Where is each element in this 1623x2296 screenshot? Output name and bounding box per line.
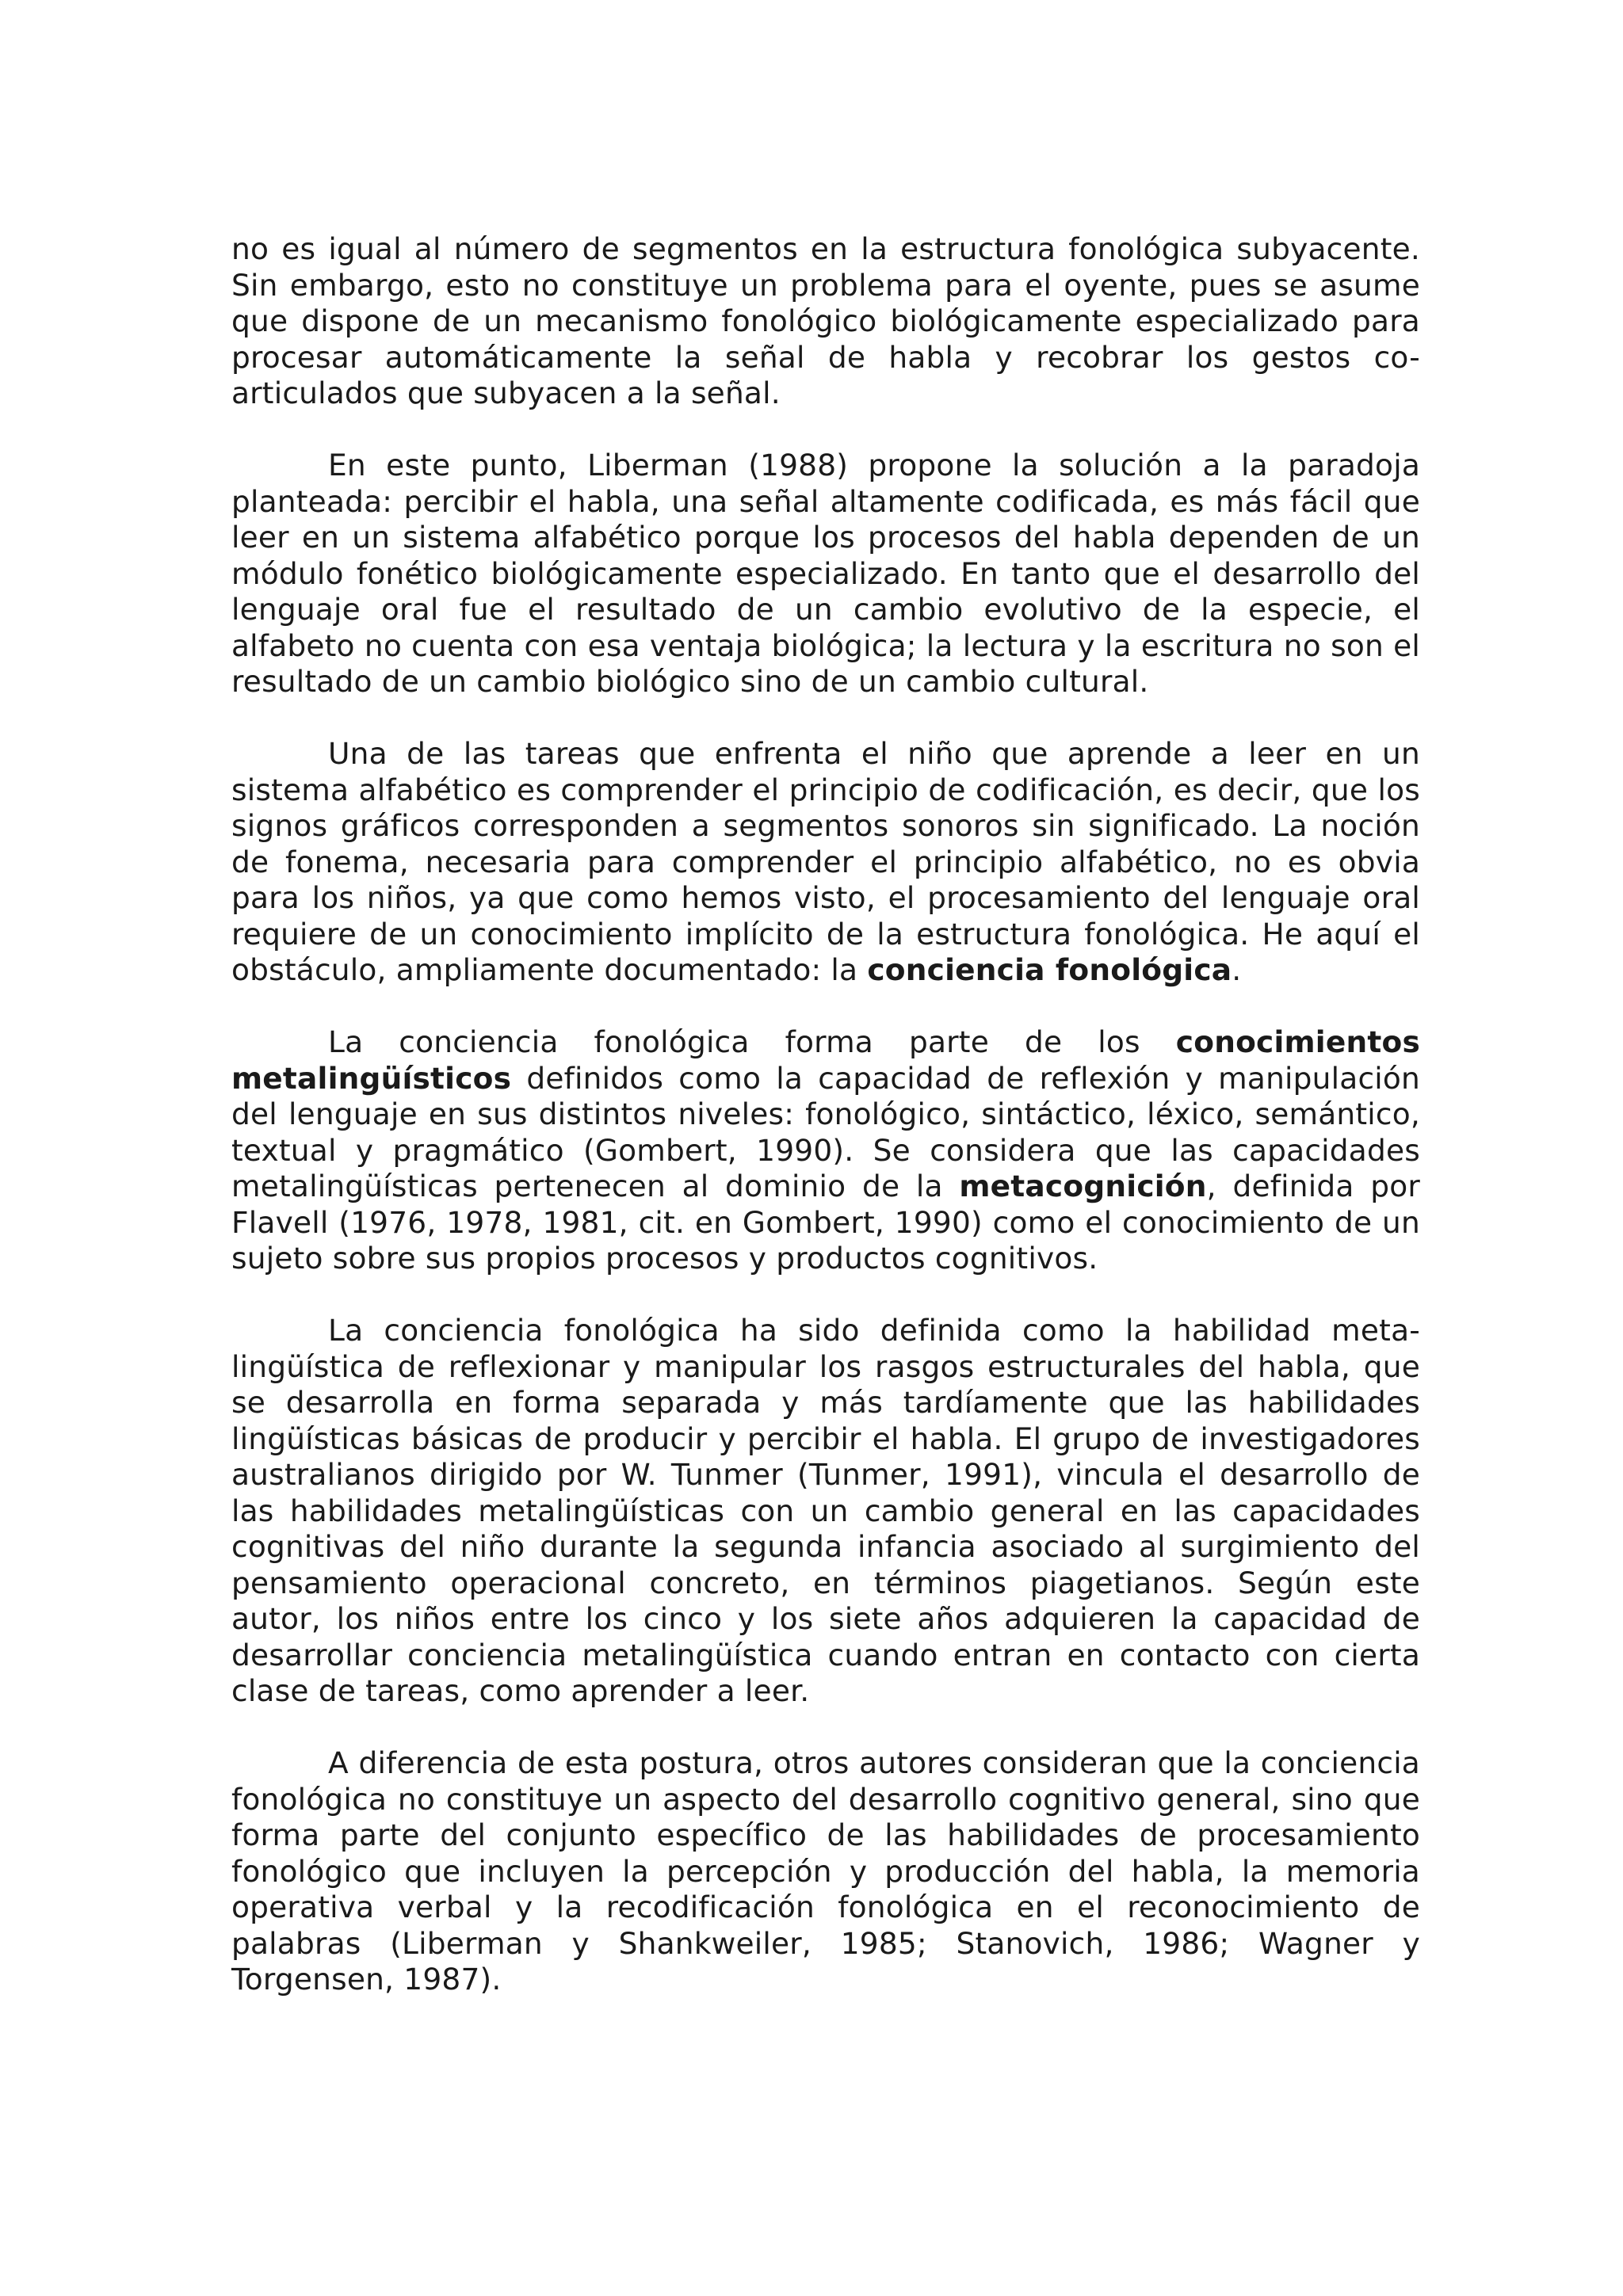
paragraph-text: no es igual al número de segmentos en la estructura fonológica subyacente. Sin embargo, esto no constituye un problema para el oyente, pues se asume que dispone de un mecanismo fonológico biológicamente especializado para procesar automáticamente la señal de habla y recobrar los gestos co-articulados que subyacen a la señal. [231, 231, 1420, 410]
paragraph-1 [231, 231, 1420, 412]
bold-term-metacognicion: metacognición [959, 1169, 1207, 1203]
paragraph-text: . [1232, 952, 1242, 987]
document-page [231, 231, 1420, 1998]
bold-term-conocimientos-metalinguisticos: conocimientos metalingüísticos [231, 1024, 1420, 1096]
paragraph-5 [231, 1313, 1420, 1710]
paragraph-text: A diferencia de esta postura, otros autores consideran que la conciencia fonológica no constituye un aspecto del desarrollo cognitivo general, sino que forma parte del conjunto específico de las habilidades de procesamiento fonológico que incluyen la percepción y producción del habla, la memoria operativa verbal y la recodificación fonológica en el reconocimiento de palabras (Liberman y Shankweiler, 1985; Stanovich, 1986; Wagner y Torgensen, 1987). [231, 1745, 1420, 1997]
paragraph-text: La conciencia fonológica forma parte de los [328, 1024, 1176, 1059]
bold-term-conciencia-fonologica: conciencia fonológica [867, 952, 1232, 987]
paragraph-text: , definida por Flavell (1976, 1978, 1981, cit. en Gombert, 1990) como el conocimiento de un sujeto sobre sus propios procesos y productos cognitivos. [231, 1169, 1420, 1276]
paragraph-3 [231, 736, 1420, 989]
paragraph-text: La conciencia fonológica ha sido definida como la habilidad meta-lingüística de reflexionar y manipular los rasgos estructurales del habla, que se desarrolla en forma separada y más tardíamente que las habilidades lingüísticas básicas de producir y percibir el habla. El grupo de investigadores australianos dirigido por W. Tunmer (Tunmer, 1991), vincula el desarrollo de las habilidades metalingüísticas con un cambio general en las capacidades cognitivas del niño durante la segunda infancia asociado al surgimiento del pensamiento operacional concreto, en términos piagetianos. Según este autor, los niños entre los cinco y los siete años adquieren la capacidad de desarrollar conciencia metalingüística cuando entran en contacto con cierta clase de tareas, como aprender a leer. [231, 1313, 1420, 1708]
paragraph-text: definidos como la capacidad de reflexión y manipulación del lenguaje en sus distintos niveles: fonológico, sintáctico, léxico, semántico, textual y pragmático (Gombert, 1990). Se considera que las capacidades metalingüísticas pertenecen al dominio de la [231, 1060, 1420, 1203]
paragraph-text: Una de las tareas que enfrenta el niño que aprende a leer en un sistema alfabético es comprender el principio de codificación, es decir, que los signos gráficos corresponden a segmentos sonoros sin significado. La noción de fonema, necesaria para comprender el principio alfabético, no es obvia para los niños, ya que como hemos visto, el procesamiento del lenguaje oral requiere de un conocimiento implícito de la estructura fonológica. He aquí el obstáculo, ampliamente documentado: la [231, 736, 1420, 987]
paragraph-6 [231, 1745, 1420, 1998]
paragraph-4 [231, 1024, 1420, 1277]
paragraph-2 [231, 448, 1420, 700]
paragraph-text: En este punto, Liberman (1988) propone la solución a la paradoja planteada: percibir el habla, una señal altamente codificada, es más fácil que leer en un sistema alfabético porque los procesos del habla dependen de un módulo fonético biológicamente especializado. En tanto que el desarrollo del lenguaje oral fue el resultado de un cambio evolutivo de la especie, el alfabeto no cuenta con esa ventaja biológica; la lectura y la escritura no son el resultado de un cambio biológico sino de un cambio cultural. [231, 448, 1420, 699]
